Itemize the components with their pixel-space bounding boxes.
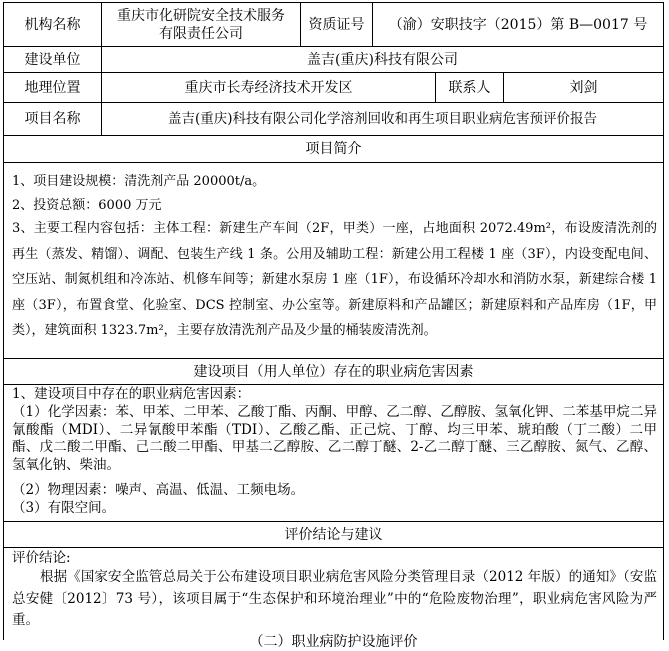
intro-heading: 项目简介 xyxy=(305,141,362,157)
conclusion-heading: 评价结论与建议 xyxy=(284,526,383,543)
hazards-physical: （2）物理因素：噪声、高温、低温、工频电场。 xyxy=(12,482,305,498)
builder-label: 建设单位 xyxy=(24,51,81,68)
cert-value: （渝）安职技字（2015）第 B—0017 号 xyxy=(388,16,648,33)
next-section-heading: （二）职业病防护设施评价 xyxy=(249,634,418,650)
location-label: 地理位置 xyxy=(24,79,81,96)
evaluation-table xyxy=(3,2,664,650)
next-section-clip xyxy=(4,623,663,650)
location-value: 重庆市长寿经济技术开发区 xyxy=(184,79,353,96)
hazards-line-1: 1、建设项目中存在的职业病危害因素： xyxy=(12,386,251,402)
org-label: 机构名称 xyxy=(24,16,81,33)
hazards-chemical: （1）化学因素：苯、甲苯、二甲苯、乙酸丁酯、丙酮、甲醇、乙二醇、乙醇胺、氢氧化钾、二苯基甲烷二异氰酸酯（MDI）、二异氰酸甲苯酯（TDI）、乙酸乙酯、正己烷、丁醇、均三甲苯、琥珀酸（丁二酸）二甲酯、戊二酸二甲酯、己二酸二甲酯、甲基二乙醇胺、乙二醇丁醚、2-乙二醇丁醚、三乙醇胺、氮气、乙醇、氢氧化钠、柴油。 xyxy=(12,404,657,473)
project-value: 盖吉(重庆)科技有限公司化学溶剂回收和再生项目职业病危害预评价报告 xyxy=(167,111,598,127)
intro-item-2: 2、投资总额：6000 万元 xyxy=(12,198,162,213)
hazards-heading: 建设项目（用人单位）存在的职业病危害因素 xyxy=(193,363,474,380)
intro-item-3: 3、主要工程内容包括：主体工程：新建生产车间（2F，甲类）一座，占地面积 2072.49m²，布设废清洗剂的再生（蒸发、精馏）、调配、包装生产线 1 条。公用及辅助工程：新建公用工程楼 1 座（3F），内设变配电间、空压站、制氮机组和冷冻站、机修车间等；新建水泵房 1 座（1F），布设循环冷却水和消防水泵，新建综合楼 1 座（3F），布置食堂、化验室、DCS 控制室、办公室等。新建原料和产品罐区；新建原料和产品库房（1F，甲类），建筑面积 1323.7m²，主要存放清洗剂产品及少量的桶装废清洗剂。 xyxy=(12,221,657,338)
contact-label: 联系人 xyxy=(448,79,491,96)
hazards-space: （3）有限空间。 xyxy=(12,500,116,516)
conclusion-label: 评价结论: xyxy=(12,550,71,566)
conclusion-text: 根据《国家安全监管总局关于公布建设项目职业病危害风险分类管理目录（2012 年版）的通知》（安监总安健〔2012〕73 号），该项目属于“生态保护和环境治理业”中的“危险废物治理”，职业病危害风险为严重。 xyxy=(12,569,657,628)
intro-item-1: 1、项目建设规模：清洗剂产品 20000t/a。 xyxy=(12,174,266,189)
org-value: 重庆市化研院安全技术服务有限责任公司 xyxy=(117,7,285,42)
cert-label: 资质证号 xyxy=(308,16,365,33)
project-label: 项目名称 xyxy=(24,111,81,127)
contact-value: 刘剑 xyxy=(569,79,598,96)
builder-value: 盖吉(重庆)科技有限公司 xyxy=(307,51,458,68)
